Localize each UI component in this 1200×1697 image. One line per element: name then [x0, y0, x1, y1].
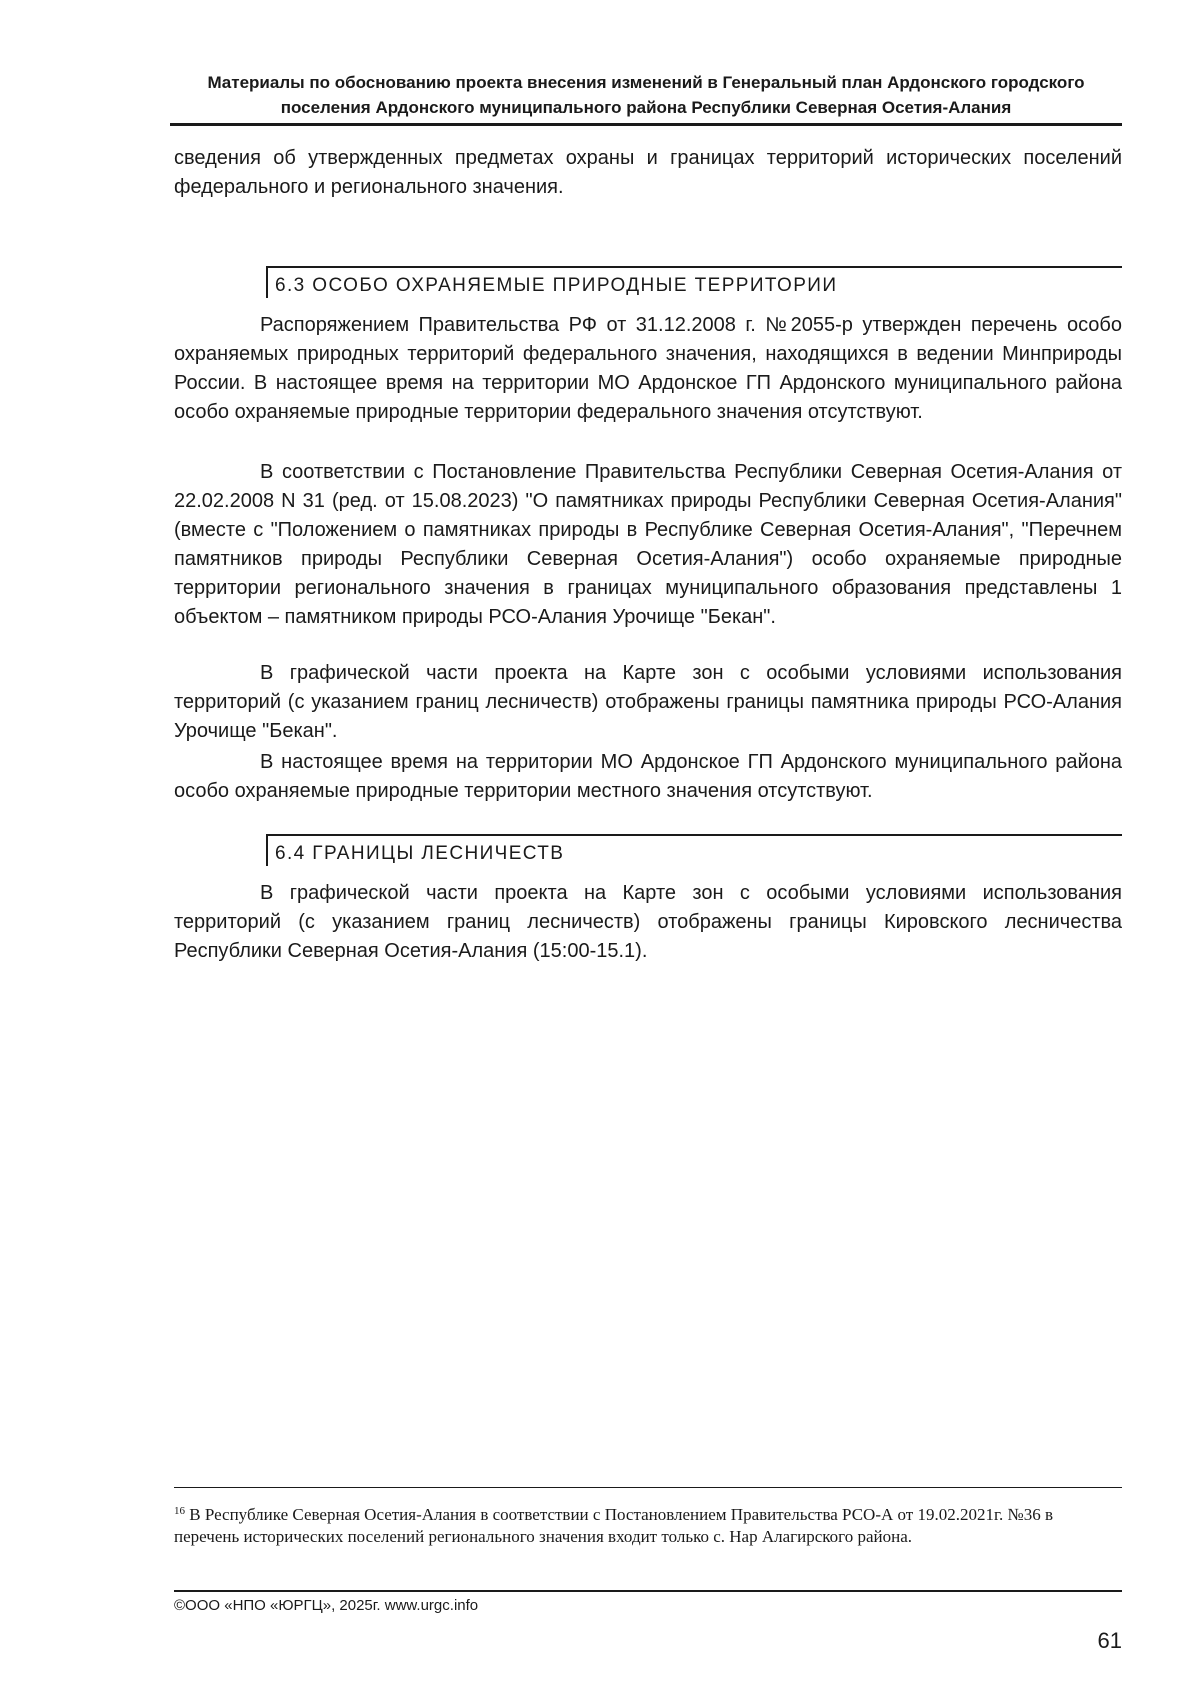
page-number: 61	[1097, 1628, 1122, 1653]
section-title-6-3: 6.3 ОСОБО ОХРАНЯЕМЫЕ ПРИРОДНЫЕ ТЕРРИТОРИИ	[275, 275, 838, 296]
footer-copyright: ©ООО «НПО «ЮРГЦ», 2025г. www.urgc.info	[174, 1597, 479, 1614]
header-line-1: Материалы по обоснованию проекта внесения изменений в Генеральный план Ардонского городского	[207, 73, 1085, 92]
section-6-3-paragraph-4: В настоящее время на территории МО Ардонское ГП Ардонского муниципального района особо охраняемые природные территории местного значения отсутствуют.	[174, 751, 1122, 802]
section-6-4-paragraph-1: В графической части проекта на Карте зон с особыми условиями использования территорий (с указанием границ лесничеств) отображены границы Кировского лесничества Республики Северная Осетия-Алания (15:00-15.1).	[174, 882, 1122, 962]
footnote-number: 16	[174, 1505, 185, 1517]
intro-paragraph: сведения об утвержденных предметах охраны и границах территорий исторических поселений федерального и регионального значения.	[174, 147, 1122, 198]
section-heading-6-4	[266, 834, 1122, 866]
section-6-3-paragraph-2: В соответствии с Постановление Правительства Республики Северная Осетия-Алания от 22.02.2008 N 31 (ред. от 15.08.2023) "О памятниках природы Республики Северная Осетия-Алания" (вместе с "Положением о памятниках природы в Республике Северная Осетия-Алания", "Перечнем памятников природы Республики Северная Осетия-Алания") особо охраняемые природные территории регионального значения в границах муниципального образования представлены 1 объектом – памятником природы РСО-Алания Урочище "Бекан".	[174, 461, 1122, 628]
header-line-2: поселения Ардонского муниципального района Республики Северная Осетия-Алания	[280, 98, 1012, 117]
footnote-text: В Республике Северная Осетия-Алания в соответствии с Постановлением Правительства РСО-А от 19.02.2021г. №36 в перечень исторических поселений регионального значения входит только с. Нар Алагирского района.	[174, 1505, 1054, 1546]
footnote	[174, 1500, 1074, 1548]
header-divider	[170, 123, 1122, 126]
section-heading-6-3	[266, 266, 1122, 298]
footer-divider	[174, 1590, 1122, 1592]
section-6-3-paragraph-3: В графической части проекта на Карте зон с особыми условиями использования территорий (с указанием границ лесничеств) отображены границы памятника природы РСО-Алания Урочище "Бекан".	[174, 662, 1122, 742]
document-header	[170, 70, 1122, 120]
section-6-3-paragraph-1: Распоряжением Правительства РФ от 31.12.2008 г. №2055-р утвержден перечень особо охраняемых природных территорий федерального значения, находящихся в ведении Минприроды России. В настоящее время на территории МО Ардонское ГП Ардонского муниципального района особо охраняемые природные территории федерального значения отсутствуют.	[174, 314, 1122, 423]
footnote-divider	[174, 1487, 1122, 1488]
section-title-6-4: 6.4 ГРАНИЦЫ ЛЕСНИЧЕСТВ	[275, 843, 565, 864]
